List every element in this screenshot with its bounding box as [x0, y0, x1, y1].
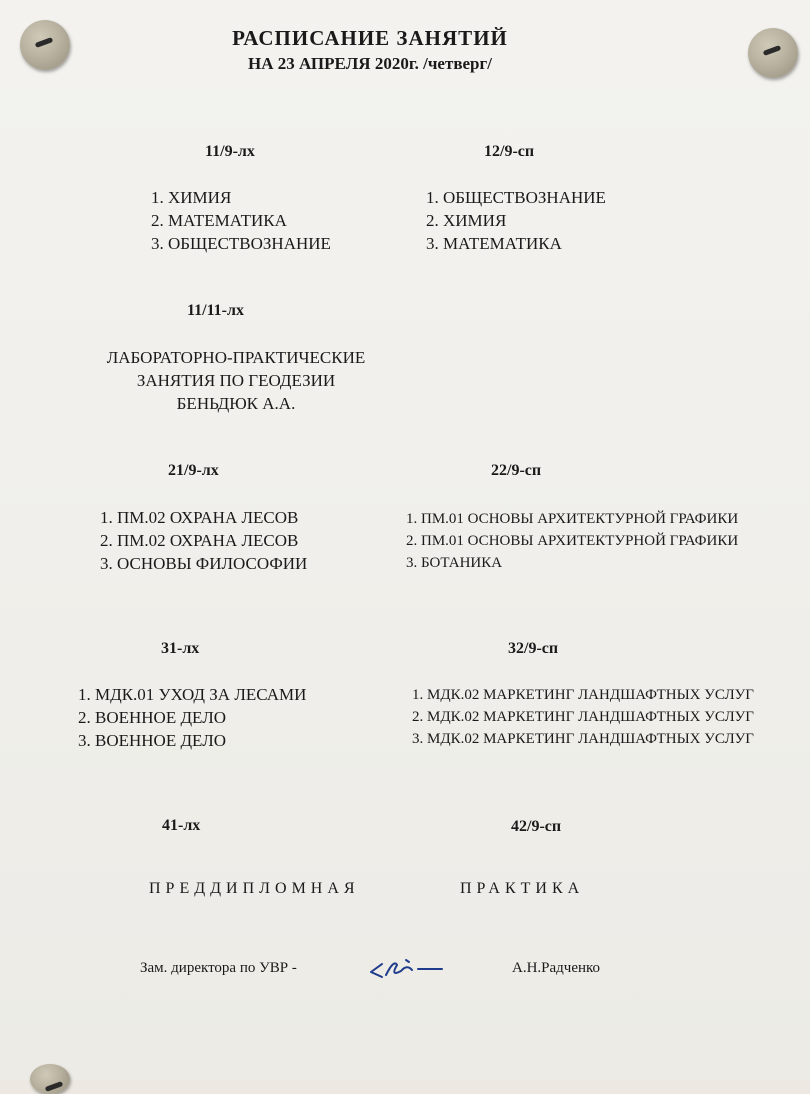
group-42-9-heading: 42/9-сп: [511, 818, 562, 835]
list-item: 2. ПМ.02 ОХРАНА ЛЕСОВ: [100, 531, 299, 550]
list-item: 3. ОБЩЕСТВОЗНАНИЕ: [151, 234, 331, 253]
list-item: 1. ПМ.01 ОСНОВЫ АРХИТЕКТУРНОЙ ГРАФИКИ: [406, 511, 739, 527]
list-item: 3. МАТЕМАТИКА: [426, 234, 562, 253]
list-item: 2. МДК.02 МАРКЕТИНГ ЛАНДШАФТНЫХ УСЛУГ: [412, 709, 754, 725]
group-31-list: [78, 683, 306, 752]
group-32-9-list: [412, 684, 754, 750]
page-subtitle: НА 23 АПРЕЛЯ 2020г. /четверг/: [248, 54, 492, 73]
pushpin-icon: [748, 28, 798, 78]
group-21-9-list: [100, 506, 307, 575]
group-22-9-heading: 22/9-сп: [491, 462, 542, 479]
list-item: 1. ПМ.02 ОХРАНА ЛЕСОВ: [100, 508, 299, 527]
list-item: 1. ОБЩЕСТВОЗНАНИЕ: [426, 188, 606, 207]
group-21-9-heading: 21/9-лх: [168, 462, 219, 479]
group-11-9-heading: 11/9-лх: [205, 143, 255, 160]
list-item: 3. БОТАНИКА: [406, 555, 503, 571]
group-11-11-text: ЛАБОРАТОРНО-ПРАКТИЧЕСКИЕ ЗАНЯТИЯ ПО ГЕОДЕЗИИ БЕНЬДЮК А.А.: [106, 348, 366, 413]
group-12-9-heading: 12/9-сп: [484, 143, 535, 160]
group-31-heading: 31-лх: [161, 640, 200, 657]
group-12-9-list: [426, 186, 606, 255]
signature-icon: [368, 955, 446, 985]
group-41-heading: 41-лх: [162, 817, 201, 834]
practice-word-2: ПРАКТИКА: [460, 880, 585, 897]
list-item: 2. МАТЕМАТИКА: [151, 211, 287, 230]
list-item: 3. ВОЕННОЕ ДЕЛО: [78, 731, 227, 750]
signoff-position: Зам. директора по УВР -: [140, 960, 297, 976]
group-22-9-list: [406, 508, 738, 574]
list-item: 2. ПМ.01 ОСНОВЫ АРХИТЕКТУРНОЙ ГРАФИКИ: [406, 533, 739, 549]
list-item: 1. МДК.02 МАРКЕТИНГ ЛАНДШАФТНЫХ УСЛУГ: [412, 687, 754, 703]
group-32-9-heading: 32/9-сп: [508, 640, 559, 657]
list-item: 2. ХИМИЯ: [426, 211, 507, 230]
group-11-9-list: [151, 186, 331, 255]
list-item: 2. ВОЕННОЕ ДЕЛО: [78, 708, 227, 727]
list-item: 3. МДК.02 МАРКЕТИНГ ЛАНДШАФТНЫХ УСЛУГ: [412, 731, 754, 747]
list-item: 3. ОСНОВЫ ФИЛОСОФИИ: [100, 554, 308, 573]
signoff-name: А.Н.Радченко: [512, 960, 601, 976]
group-11-11-heading: 11/11-лх: [187, 302, 244, 319]
list-item: 1. ХИМИЯ: [151, 188, 232, 207]
pushpin-icon: [30, 1064, 70, 1094]
page-title: РАСПИСАНИЕ ЗАНЯТИЙ: [232, 26, 508, 50]
list-item: 1. МДК.01 УХОД ЗА ЛЕСАМИ: [78, 685, 307, 704]
practice-word-1: ПРЕДДИПЛОМНАЯ: [149, 880, 360, 897]
